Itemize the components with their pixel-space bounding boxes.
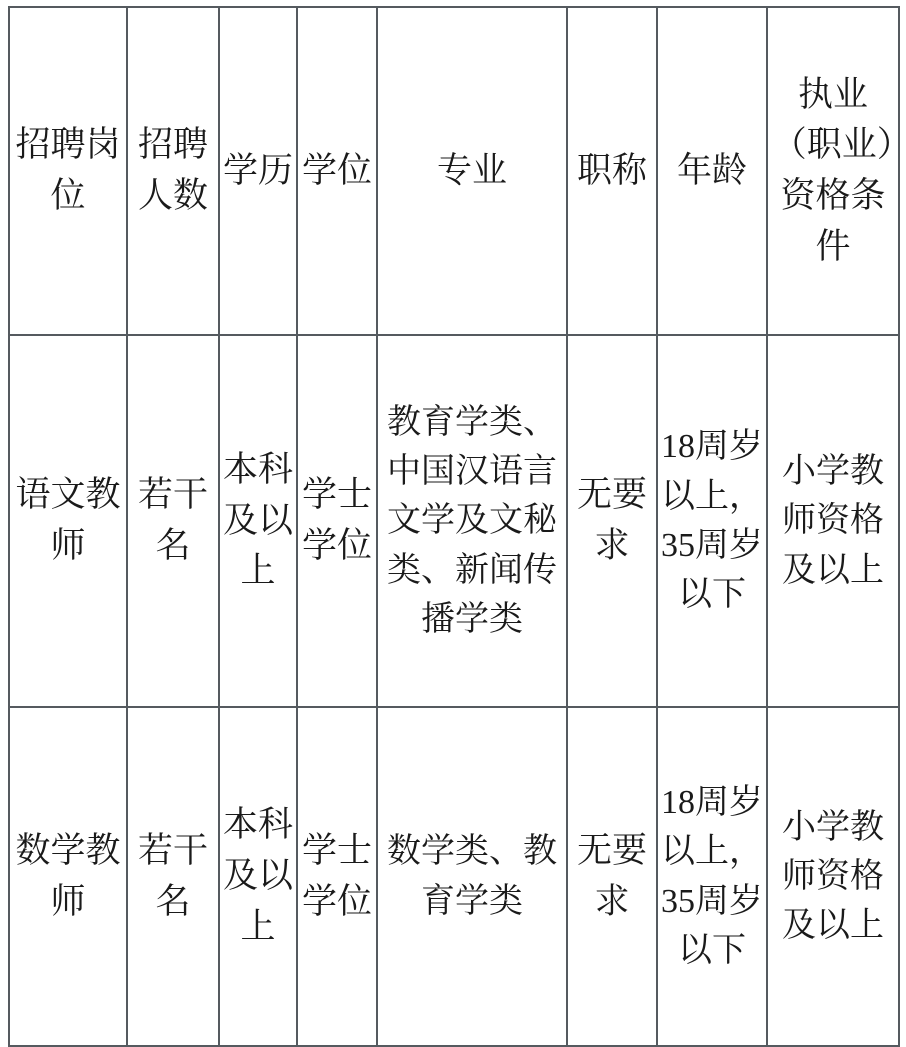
recruitment-table bbox=[8, 6, 900, 1047]
column-header-degree: 学位 bbox=[297, 7, 377, 335]
column-header-education: 学历 bbox=[219, 7, 297, 335]
table-header-row bbox=[9, 7, 899, 335]
cell-education: 本科及以上 bbox=[219, 707, 297, 1046]
cell-age: 18周岁以上，35周岁以下 bbox=[657, 335, 767, 707]
column-header-major: 专业 bbox=[377, 7, 567, 335]
cell-degree: 学士学位 bbox=[297, 335, 377, 707]
cell-education: 本科及以上 bbox=[219, 335, 297, 707]
column-header-post: 招聘岗位 bbox=[9, 7, 127, 335]
cell-post: 语文教师 bbox=[9, 335, 127, 707]
column-header-title: 职称 bbox=[567, 7, 657, 335]
column-header-certificate: 执业（职业）资格条件 bbox=[767, 7, 899, 335]
cell-title: 无要求 bbox=[567, 707, 657, 1046]
table-row bbox=[9, 707, 899, 1046]
column-header-count: 招聘人数 bbox=[127, 7, 219, 335]
cell-degree: 学士学位 bbox=[297, 707, 377, 1046]
table-header bbox=[9, 7, 899, 335]
cell-major: 教育学类、中国汉语言文学及文秘类、新闻传播学类 bbox=[377, 335, 567, 707]
cell-certificate: 小学教师资格及以上 bbox=[767, 335, 899, 707]
cell-count: 若干名 bbox=[127, 707, 219, 1046]
cell-major: 数学类、教育学类 bbox=[377, 707, 567, 1046]
table-body bbox=[9, 335, 899, 1046]
cell-age: 18周岁以上，35周岁以下 bbox=[657, 707, 767, 1046]
cell-count: 若干名 bbox=[127, 335, 219, 707]
cell-title: 无要求 bbox=[567, 335, 657, 707]
column-header-age: 年龄 bbox=[657, 7, 767, 335]
table-row bbox=[9, 335, 899, 707]
cell-certificate: 小学教师资格及以上 bbox=[767, 707, 899, 1046]
cell-post: 数学教师 bbox=[9, 707, 127, 1046]
